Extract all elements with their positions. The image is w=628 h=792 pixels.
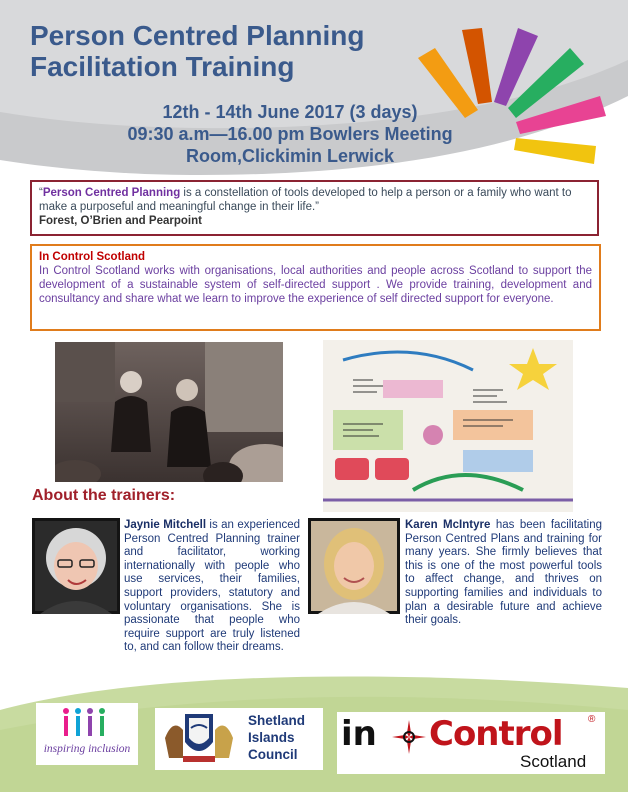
inspiring-inclusion-text: inspiring inclusion [43,743,131,755]
council-name [248,712,305,763]
compass-star-icon [392,720,426,754]
in-control-logo-control: Control [429,714,563,754]
in-control-box [30,244,601,331]
event-time-venue: 09:30 a.m—16.00 pm Bowlers Meeting [127,124,453,144]
event-dates: 12th - 14th June 2017 (3 days) [162,102,418,122]
council-name-line-3: Council [248,747,298,762]
council-name-line-1: Shetland [248,713,306,728]
in-control-logo-scotland: Scotland [520,752,587,771]
shetland-islands-council-logo [155,708,323,770]
graphic-facilitation-poster-photo [323,340,573,512]
quote-open-mark: “ [39,187,43,199]
karen-mcintyre-avatar [308,518,400,614]
jaynie-mitchell-bio [124,519,300,655]
quote-text: is a constellation of tools developed to help a person or a family who want to make a purposeful and meaningful change in their life.” [39,187,572,213]
event-venue: Room,Clickimin Lerwick [185,146,395,166]
quote-box [30,180,599,236]
registered-mark: ® [588,714,596,725]
about-trainers-heading: About the trainers: [32,487,176,504]
council-crest-icon [155,708,245,770]
trainer-1-bio: is an experienced Person Centred Planning trainer and facilitator, working internationally with people who use services, their families, support providers, statutory and voluntary organisations. She is passionate that people who require support are truly listened to, and can follow their dreams. [124,519,301,654]
trainer-2-bio: has been facilitating Person Centred Plans and training for many years. She firmly believes that this is one of the most powerful tools to affect change, and thrives on supporting families and individuals to plan a desirable future and achieve their goals. [405,519,602,627]
in-control-logo-in: in [341,714,377,754]
title-line-2: Facilitation Training [30,51,295,82]
in-control-title: In Control Scotland [39,251,146,263]
inspiring-inclusion-logo [36,703,138,765]
quote-highlight: Person Centred Planning [42,187,181,199]
title-line-1: Person Centred Planning [30,20,365,51]
training-session-photo [55,342,283,482]
quote-author: Forest, O’Brien and Pearpoint [39,215,202,227]
page-title [30,20,450,82]
inspiring-inclusion-figures-icon [36,703,138,743]
in-control-text: In Control Scotland works with organisations, local authorities and people across Scotland to support the development of a sustainable system of self-directed support . We provide training, development and consultancy and share what we learn to improve the experience of self directed support for everyone. [39,265,592,305]
in-control-scotland-logo [337,712,605,774]
karen-mcintyre-bio [405,519,602,628]
council-name-line-2: Islands [248,730,295,745]
event-details [80,101,500,167]
trainer-1-name: Jaynie Mitchell [124,519,207,531]
trainer-2-name: Karen McIntyre [405,519,491,531]
jaynie-mitchell-avatar [32,518,120,614]
